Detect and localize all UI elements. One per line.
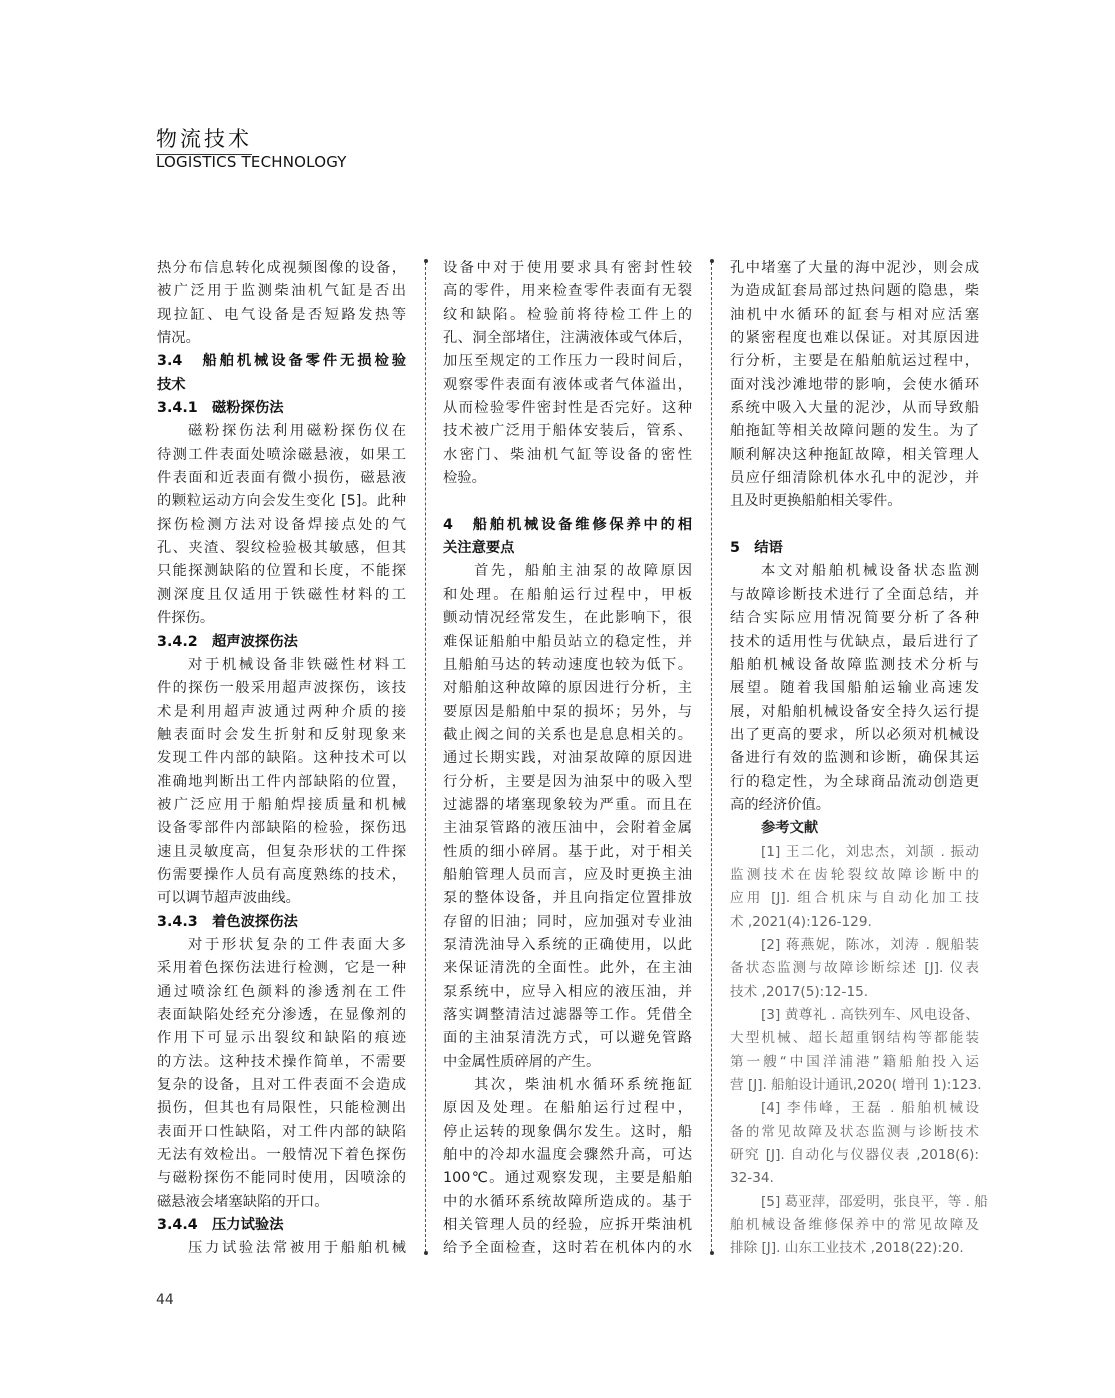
section-heading (443, 514, 692, 561)
text-line: 落实调整清洁过滤器等工作。凭借全 (443, 1007, 692, 1023)
text-line: 与故障诊断技术进行了全面总结，并 (730, 586, 979, 603)
text-line: 船舶机械设备故障监测技术分析与 (730, 656, 979, 673)
text-line: 应用 [J]. 组合机床与自动化加工技 (730, 890, 979, 907)
text-line: 采用着色探伤法进行检测，它是一种 (157, 960, 406, 977)
text-line: 通过喷涂红色颜料的渗透剂在工件 (157, 983, 406, 1000)
text-line: 表面开口性缺陷，对工件内部的缺陷 (157, 1123, 406, 1140)
text-column-1 (157, 257, 406, 1261)
text-line: 中的水循环系统故障所造成的。基于 (443, 1193, 692, 1210)
text-line: 复杂的设备，且对工件表面不会造成 (157, 1077, 406, 1094)
text-line: 的紧密程度也难以保证。对其原因进 (730, 330, 979, 347)
text-line: 3.4 船舶机械设备零件无损检验 (157, 353, 406, 370)
text-line: 原因及处理。在船舶运行过程中， (443, 1100, 692, 1117)
section-title-cn: 物流技术 (156, 126, 252, 155)
text-line: 和处理。在船舶运行过程中，甲板 (443, 586, 692, 603)
text-line: 技术 (157, 376, 186, 393)
text-line: 与磁粉探伤不能同时使用，因喷涂的 (157, 1170, 406, 1187)
text-line: 术是利用超声波通过两种介质的接 (157, 703, 406, 720)
text-line: 技术 ,2017(5):12-15. (730, 983, 869, 1000)
text-line: 存留的旧油；同时，应加强对专业油 (443, 913, 692, 930)
reference-entry (730, 841, 979, 934)
text-line: 行分析，主要是因为油泵中的吸入型 (443, 773, 692, 790)
text-line: 第一艘“中国洋浦港”籍船舶投入运 (730, 1053, 979, 1070)
text-line: 排除 [J]. 山东工业技术 ,2018(22):20. (730, 1240, 964, 1257)
text-line: 且及时更换船舶相关零件。 (730, 493, 902, 510)
text-line: 无法有效检出。一般情况下着色探伤 (157, 1147, 406, 1164)
text-line: 可以调节超声波曲线。 (157, 890, 300, 907)
paragraph (443, 257, 692, 490)
reference-entry (730, 1004, 982, 1097)
text-line: 表面缺陷处经充分渗透，在显像剂的 (157, 1007, 406, 1023)
text-line: 件表面和近表面有微小损伤，磁悬液 (157, 470, 406, 487)
text-line: 首先，船舶主油泵的故障原因 (474, 563, 692, 580)
text-line: 油机中水循环的缸套与相对应活塞 (730, 306, 979, 323)
text-column-2 (443, 257, 692, 1261)
text-line: 备状态监测与故障诊断综述 [J]. 仪表 (730, 960, 979, 977)
text-line: [5] 葛亚萍，邵爱明，张良平，等 . 船 (761, 1193, 988, 1210)
text-line: 高的经济价值。 (730, 796, 831, 813)
text-line: 停止运转的现象偶尔发生。这时，船 (443, 1123, 692, 1140)
section-heading (157, 1214, 406, 1237)
text-line: 本文对船舶机械设备状态监测 (761, 563, 979, 580)
text-line: 孔、洞全部堵住，注满液体或气体后， (443, 330, 692, 347)
text-line: 研究 [J]. 自动化与仪器仪表 ,2018(6): (730, 1147, 979, 1164)
text-line: 5 结语 (730, 540, 783, 557)
text-line: 泵清洗油导入系统的正确使用，以此 (443, 936, 692, 953)
text-line: 给予全面检查，这时若在机体内的水 (443, 1240, 692, 1257)
text-line: 对于形状复杂的工件表面大多 (188, 936, 406, 953)
text-line: 主油泵管路的液压油中，会附着金属 (443, 820, 692, 837)
text-line: 触表面时会发生折射和反射现象来 (157, 726, 406, 743)
text-line: 观察零件表面有液体或者气体溢出， (443, 376, 692, 393)
section-heading (157, 350, 406, 397)
text-line: 性质的细小碎屑。基于此，对于相关 (443, 843, 692, 860)
text-line: 通过长期实践，对油泵故障的原因进 (443, 750, 692, 767)
text-line: 来保证清洗的全面性。此外，在主油 (443, 960, 692, 977)
column-divider (711, 262, 712, 1252)
text-line: 检验。 (443, 470, 486, 487)
text-line: 3.4.3 着色波探伤法 (157, 913, 298, 930)
text-line: 件探伤。 (157, 610, 215, 627)
text-line: 对于机械设备非铁磁性材料工 (188, 656, 406, 673)
paragraph (730, 257, 979, 514)
text-line: 孔、夹渣、裂纹检验极其敏感，但其 (157, 540, 406, 557)
reference-entry (730, 1097, 979, 1190)
text-line: 损伤，但其也有局限性，只能检测出 (157, 1100, 406, 1117)
text-line: 展，对船舶机械设备安全持久运行提 (730, 703, 979, 720)
page-number: 44 (156, 1292, 174, 1308)
paragraph (157, 654, 406, 911)
text-line: 准确地判断出工件内部缺陷的位置， (157, 773, 406, 790)
text-line: 水密门、柴油机气缸等设备的密性 (443, 446, 692, 463)
text-line: 3.4.4 压力试验法 (157, 1217, 284, 1234)
text-line: 参考文献 (761, 820, 819, 837)
paragraph (157, 934, 406, 1214)
text-line: 磁粉探伤法利用磁粉探伤仪在 (188, 423, 406, 440)
text-line: [1] 王二化，刘忠杰，刘颉 . 振动 (761, 843, 979, 860)
text-line: 发现工件内部的缺陷。这种技术可以 (157, 750, 406, 767)
section-heading (730, 537, 979, 560)
text-line: 面对浅沙滩地带的影响，会使水循环 (730, 376, 979, 393)
text-line: 被广泛应用于船舶焊接质量和机械 (157, 796, 406, 813)
reference-entry (730, 934, 979, 1004)
column-divider (425, 262, 426, 1252)
text-line: 件的探伤一般采用超声波探伤，该技 (157, 680, 406, 697)
text-line: 探伤检测方法对设备焊接点处的气 (157, 516, 406, 533)
paragraph-gap (443, 490, 692, 513)
text-line: 展望。随着我国船舶运输业高速发 (730, 680, 979, 697)
text-line: 速且灵敏度高，但复杂形状的工件探 (157, 843, 406, 860)
text-line: 其次，柴油机水循环系统拖缸 (474, 1077, 692, 1094)
section-heading (157, 911, 406, 934)
text-line: 营 [J]. 船舶设计通讯,2020( 增刊 1):123. (730, 1077, 982, 1094)
text-line: 结合实际应用情况简要分析了各种 (730, 610, 979, 627)
text-line: 技术的适用性与优缺点，最后进行了 (730, 633, 979, 650)
text-line: 3.4.1 磁粉探伤法 (157, 400, 284, 417)
text-line: 磁悬液会堵塞缺陷的开口。 (157, 1193, 329, 1210)
text-line: [3] 黄尊礼 . 高铁列车、风电设备、 (761, 1007, 979, 1023)
text-line: 设备零部件内部缺陷的检验，探伤迅 (157, 820, 406, 837)
text-line: 顺利解决这种拖缸故障，相关管理人 (730, 446, 979, 463)
text-line: [2] 蒋燕妮，陈冰，刘涛 . 舰船装 (761, 936, 979, 953)
text-line: 难保证船舶中船员站立的稳定性，并 (443, 633, 692, 650)
text-line: 术 ,2021(4):126-129. (730, 913, 872, 930)
paragraph (443, 1074, 692, 1261)
text-line: 关注意要点 (443, 540, 515, 557)
section-title-en: LOGISTICS TECHNOLOGY (156, 153, 347, 171)
text-line: 员应仔细清除机体水孔中的泥沙，并 (730, 470, 979, 487)
paragraph (730, 560, 979, 817)
text-line: 作用下可显示出裂纹和缺陷的痕迹 (157, 1030, 406, 1047)
text-line: 且船舶马达的转动速度也较为低下。 (443, 656, 692, 673)
text-line: 泵系统中，应导入相应的液压油，并 (443, 983, 692, 1000)
text-line: 待测工件表面处喷涂磁悬液，如果工 (157, 446, 406, 463)
text-line: 监测技术在齿轮裂纹故障诊断中的 (730, 866, 979, 883)
text-line: 孔中堵塞了大量的海中泥沙，则会成 (730, 260, 979, 276)
text-line: 出了更高的要求，所以必须对机械设 (730, 726, 979, 743)
text-column-3 (730, 257, 988, 1261)
text-line: 的方法。这种技术操作简单，不需要 (157, 1053, 406, 1070)
text-line: 面的主油泵清洗方式，可以避免管路 (443, 1030, 692, 1047)
text-line: [4] 李伟峰，王磊 . 船舶机械设 (761, 1100, 979, 1117)
text-line: 对船舶这种故障的原因进行分析，主 (443, 680, 692, 697)
text-line: 舶机械设备维修保养中的常见故障及 (730, 1217, 979, 1234)
text-line: 的颗粒运动方向会发生变化 [5]。此种 (157, 493, 406, 510)
paragraph (443, 560, 692, 1074)
paragraph-gap (730, 514, 979, 537)
text-line: 截止阀之间的关系也是息息相关的。 (443, 726, 692, 743)
text-line: 4 船舶机械设备维修保养中的相 (443, 516, 692, 533)
text-line: 船舶管理人员而言，应及时更换主油 (443, 866, 692, 883)
text-line: 现拉缸、电气设备是否短路发热等 (157, 306, 406, 323)
text-line: 热分布信息转化成视频图像的设备， (157, 260, 406, 276)
section-heading (157, 397, 406, 420)
text-line: 技术被广泛用于船体安装后，管系、 (443, 423, 692, 440)
text-line: 过滤器的堵塞现象较为严重。而且在 (443, 796, 692, 813)
text-line: 压力试验法常被用于船舶机械 (188, 1240, 406, 1257)
text-line: 纹和缺陷。检验前将待检工件上的 (443, 306, 692, 323)
text-line: 泵的整体设备，并且向指定位置排放 (443, 890, 692, 907)
text-line: 行的稳定性，为全球商品流动创造更 (730, 773, 979, 790)
text-line: 从而检验零件密封性是否完好。这种 (443, 400, 692, 417)
text-line: 高的零件，用来检查零件表面有无裂 (443, 283, 692, 300)
text-line: 测深度且仅适用于铁磁性材料的工 (157, 586, 406, 603)
text-line: 中金属性质碎屑的产生。 (443, 1053, 601, 1070)
text-line: 100℃。通过观察发现，主要是船舶 (443, 1170, 692, 1187)
text-line: 只能探测缺陷的位置和长度，不能探 (157, 563, 406, 580)
text-line: 舶拖缸等相关故障问题的发生。为了 (730, 423, 979, 440)
text-line: 系统中吸入大量的泥沙，从而导致船 (730, 400, 979, 417)
text-line: 加压至规定的工作压力一段时间后， (443, 353, 692, 370)
text-line: 被广泛用于监测柴油机气缸是否出 (157, 283, 406, 300)
text-line: 备进行有效的监测和诊断，确保其运 (730, 750, 979, 767)
reference-entry (730, 1191, 988, 1261)
paragraph (157, 420, 406, 630)
text-line: 行分析，主要是在船舶航运过程中， (730, 353, 979, 370)
text-line: 要原因是船舶中泵的损坏；另外，与 (443, 703, 692, 720)
text-line: 设备中对于使用要求具有密封性较 (443, 260, 692, 276)
references-heading (730, 817, 979, 840)
text-line: 32-34. (730, 1170, 774, 1187)
text-line: 相关管理人员的经验，应拆开柴油机 (443, 1217, 692, 1234)
paragraph (157, 1237, 406, 1260)
text-line: 3.4.2 超声波探伤法 (157, 633, 298, 650)
paragraph (157, 257, 406, 350)
section-heading (157, 631, 406, 654)
text-line: 颤动情况经常发生，在此影响下，很 (443, 610, 692, 627)
text-line: 备的常见故障及状态监测与诊断技术 (730, 1123, 979, 1140)
text-line: 情况。 (157, 330, 200, 347)
text-line: 舶中的冷却水温度会骤然升高，可达 (443, 1147, 692, 1164)
text-line: 为造成缸套局部过热问题的隐患，柴 (730, 283, 979, 300)
text-line: 大型机械、超长超重钢结构等都能装 (730, 1030, 979, 1047)
text-line: 伤需要操作人员有高度熟练的技术， (157, 866, 406, 883)
